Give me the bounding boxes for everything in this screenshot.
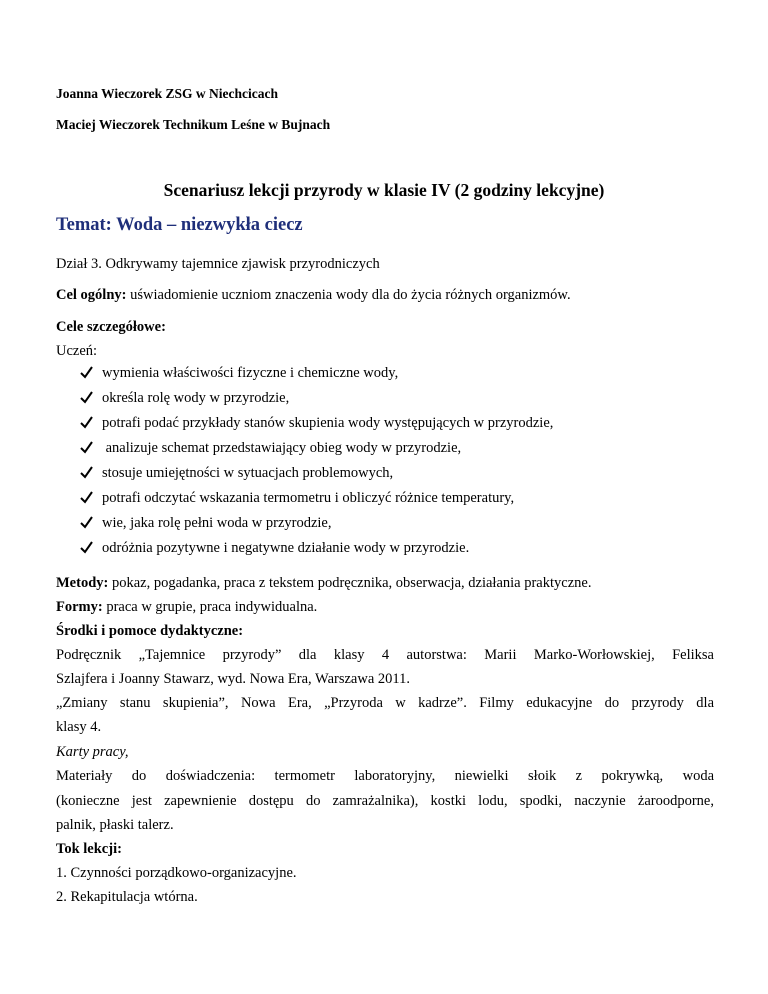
student-label: Uczeń: <box>56 343 98 359</box>
resources-line: (konieczne jest zapewnienie dostępu do zamrażalnika), kostki lodu, spodki, naczynie żaroodporne, <box>56 793 714 809</box>
methods <box>56 574 591 592</box>
goal-item: wymienia właściwości fizyczne i chemiczne wody, <box>80 364 398 382</box>
resources-line: Podręcznik „Tajemnice przyrody” dla klasy 4 autorstwa: Marii Marko-Worłowskiej, Feliksa <box>56 647 714 663</box>
general-goal-text: uświadomienie uczniom znaczenia wody dla do życia różnych organizmów. <box>126 287 571 303</box>
goal-item: potrafi odczytać wskazania termometru i obliczyć różnice temperatury, <box>80 489 514 507</box>
resources-line: Karty pracy, <box>56 744 129 760</box>
checkmark-icon <box>80 414 102 432</box>
forms <box>56 598 317 616</box>
checkmark-icon <box>80 489 102 507</box>
resources-line: palnik, płaski talerz. <box>56 817 174 833</box>
checkmark-icon <box>80 439 102 457</box>
methods-label: Metody: <box>56 575 109 591</box>
forms-text: praca w grupie, praca indywidualna. <box>102 599 318 615</box>
author-line-1: Joanna Wieczorek ZSG w Niechcicach <box>56 86 278 101</box>
goal-item: odróżnia pozytywne i negatywne działanie wody w przyrodzie. <box>80 539 469 557</box>
general-goal <box>56 286 571 304</box>
resources-line: Szlajfera i Joanny Stawarz, wyd. Nowa Era, Warszawa 2011. <box>56 671 410 687</box>
resources-label: Środki i pomoce dydaktyczne: <box>56 623 244 639</box>
methods-text: pokaz, pogadanka, praca z tekstem podręcznika, obserwacja, działania praktyczne. <box>108 575 592 591</box>
specific-goals-label: Cele szczegółowe: <box>56 319 166 335</box>
checkmark-icon <box>80 364 102 382</box>
checkmark-icon <box>80 539 102 557</box>
resources-line: Materiały do doświadczenia: termometr laboratoryjny, niewielki słoik z pokrywką, woda <box>56 768 714 784</box>
lesson-flow-item: 2. Rekapitulacja wtórna. <box>56 889 198 905</box>
goal-item: potrafi podać przykłady stanów skupienia wody występujących w przyrodzie, <box>80 414 553 432</box>
checkmark-icon <box>80 514 102 532</box>
checkmark-icon <box>80 389 102 407</box>
goal-item: analizuje schemat przedstawiający obieg wody w przyrodzie, <box>80 439 461 457</box>
general-goal-label: Cel ogólny: <box>56 287 127 303</box>
lesson-topic: Temat: Woda – niezwykła ciecz <box>56 215 303 235</box>
resources-line: „Zmiany stanu skupienia”, Nowa Era, „Przyroda w kadrze”. Filmy edukacyjne do przyrody dla <box>56 695 714 711</box>
goal-item: określa rolę wody w przyrodzie, <box>80 389 289 407</box>
checkmark-icon <box>80 464 102 482</box>
lesson-flow-item: 1. Czynności porządkowo-organizacyjne. <box>56 865 297 881</box>
goal-item: stosuje umiejętności w sytuacjach problemowych, <box>80 464 393 482</box>
forms-label: Formy: <box>56 599 103 615</box>
author-line-2: Maciej Wieczorek Technikum Leśne w Bujnach <box>56 117 331 132</box>
resources-line: klasy 4. <box>56 719 102 735</box>
section-heading: Dział 3. Odkrywamy tajemnice zjawisk przyrodniczych <box>56 256 380 272</box>
document-title: Scenariusz lekcji przyrody w klasie IV (2 godziny lekcyjne) <box>163 180 605 200</box>
lesson-flow-label: Tok lekcji: <box>56 841 122 857</box>
goal-item: wie, jaka rolę pełni woda w przyrodzie, <box>80 514 332 532</box>
